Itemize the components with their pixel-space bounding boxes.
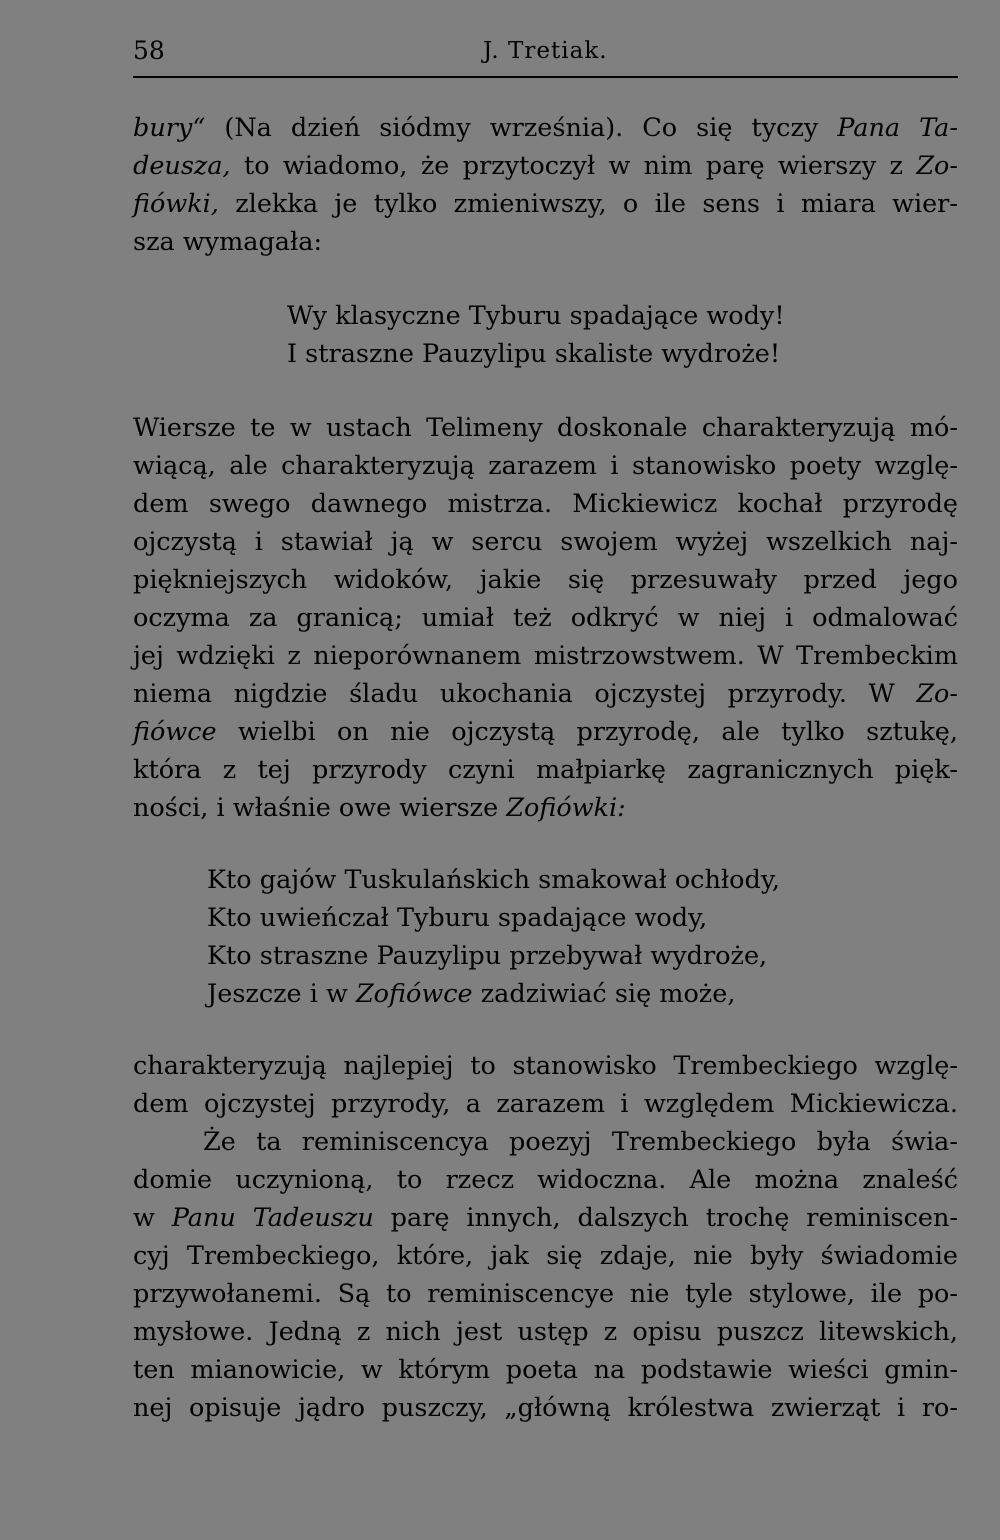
text-line: cyj Trembeckiego, które, jak się zdaje, nie były świadomie [133,1241,958,1271]
text-line [133,186,958,222]
italic-title: Zofiówce [355,979,473,1009]
text-span: zlekka je tylko zmieniwszy, o ile sens i miara wier- [218,189,958,219]
text-span: parę innych, dalszych trochę reminiscen- [373,1203,958,1233]
text-line [133,110,958,146]
verse-line: Wy klasyczne Tyburu spadające wody! [287,301,785,331]
italic-title: Panu Tadeuszu [171,1203,374,1233]
italic-title: fiówki, [133,189,219,219]
italic-title: Zo- [916,151,958,181]
text-line [133,148,958,184]
text-line: sza wymagała: [133,227,323,257]
page-number: 58 [133,36,165,65]
text-span: niema nigdzie śladu ukochania ojczystej przyrody. [133,679,847,709]
text-line [133,790,958,826]
text-line: dem ojczystej przyrody, a zarazem i względem Mickiewicza. [133,1089,958,1119]
text-line: mysłowe. Jedną z nich jest ustęp z opisu puszcz litewskich, [133,1317,958,1347]
text-line: dem swego dawnego mistrza. Mickiewicz kochał przyrodę [133,489,958,519]
running-head: J. Tretiak. [483,38,608,64]
italic-text: bury“ [133,113,206,143]
text-line [133,676,958,712]
text-span: zadziwiać się może, [472,979,736,1009]
text-span: ności, i właśnie owe wiersze [133,793,507,823]
italic-title: Pana Ta- [837,113,958,143]
text-line: piękniejszych widoków, jakie się przesuwały przed jego [133,565,958,595]
text-line: jej wdzięki z nieporównanem mistrzowstwem. W Trembeckim [133,641,958,671]
text-line: ojczystą i stawiał ją w sercu swojem wyżej wszelkich naj- [133,527,958,557]
verse-line: Kto straszne Pauzylipu przebywał wydroże, [207,941,768,971]
italic-title: Zofiówki: [506,793,626,823]
text-line: wiącą, ale charakteryzują zarazem i stanowisko poety wzglę- [133,451,958,481]
page-header [133,36,958,78]
text-span: (Na dzień siódmy września). Co się tyczy [205,113,838,143]
verse-line: Kto gajów Tuskulańskich smakował ochłody, [207,865,780,895]
text-line: charakteryzują najlepiej to stanowisko Trembeckiego wzglę- [133,1051,958,1081]
text-line: która z tej przyrody czyni małpiarkę zagranicznych pięk- [133,755,958,785]
text-line: ten mianowicie, w którym poeta na podstawie wieści gmin- [133,1355,958,1385]
text-line: oczyma za granicą; umiał też odkryć w niej i odmalować [133,603,958,633]
text-span: W [846,679,917,709]
italic-title: deusza, [133,151,231,181]
text-span: wielbi on nie ojczystą przyrodę, ale tylko sztukę, [216,717,958,747]
text-line: Że ta reminiscencya poezyj Trembeckiego była świa- [203,1127,958,1157]
verse-line: I straszne Pauzylipu skaliste wydroże! [287,339,781,369]
italic-title: fiówce [133,717,217,747]
text-line: nej opisuje jądro puszczy, „główną królestwa zwierząt i ro- [133,1393,958,1423]
verse-line: Kto uwieńczał Tyburu spadające wody, [207,903,708,933]
text-line: przywołanemi. Są to reminiscencye nie tyle stylowe, ile po- [133,1279,958,1309]
text-span: w [133,1203,172,1233]
italic-title: Zo- [916,679,959,709]
text-span: Jeszcze i w [207,979,356,1009]
text-line [133,714,958,750]
verse-line [207,976,735,1012]
text-line [133,1200,958,1236]
text-line: domie uczynioną, to rzecz widoczna. Ale można znaleść [133,1165,958,1195]
text-span: to wiadomo, że przytoczył w nim parę wierszy z [230,151,917,181]
text-line: Wiersze te w ustach Telimeny doskonale charakteryzują mó- [133,413,958,443]
